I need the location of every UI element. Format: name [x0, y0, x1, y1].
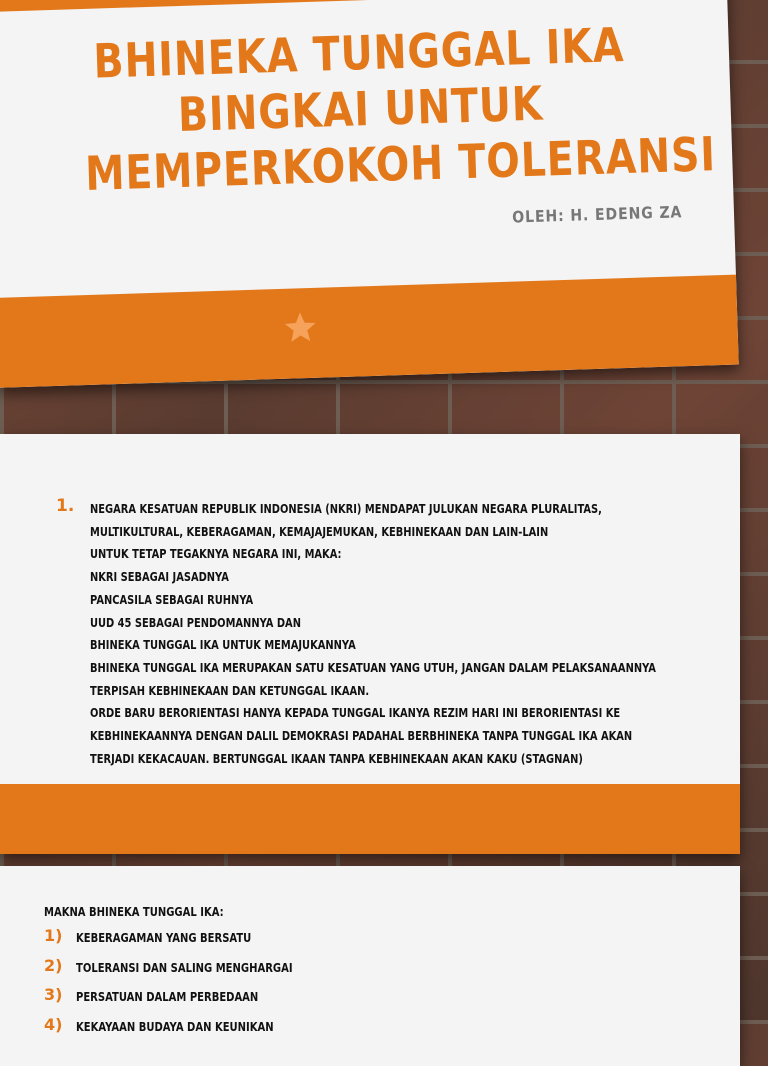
title-line: BINGKAI UNTUK — [177, 76, 545, 144]
text-line: TERPISAH KEBHINEKAAN DAN KETUNGGAL IKAAN. — [90, 682, 370, 698]
title-line: BHINEKA TUNGGAL IKA — [92, 18, 625, 90]
slide-title — [81, 18, 717, 203]
star-icon — [283, 310, 318, 345]
list-item — [44, 926, 704, 956]
list-item — [44, 985, 704, 1015]
list-text: KEBERAGAMAN YANG BERSATU — [76, 930, 252, 945]
text-line: NEGARA KESATUAN REPUBLIK INDONESIA (NKRI) MENDAPAT JULUKAN NEGARA PLURALITAS, — [90, 501, 602, 516]
author-subtitle: OLEH: H. EDENG ZA — [511, 202, 683, 227]
text-line: PANCASILA SEBAGAI RUHNYA — [90, 591, 254, 607]
makna-heading: MAKNA BHINEKA TUNGGAL IKA: — [44, 904, 224, 919]
top-accent-strip — [0, 0, 727, 12]
list-item — [44, 956, 704, 986]
title-slide — [0, 0, 739, 388]
text-line: ORDE BARU BERORIENTASI HANYA KEPADA TUNGGAL IKANYA REZIM HARI INI BERORIENTASI KE — [90, 705, 621, 721]
list-number: 3) — [44, 985, 63, 1004]
text-line: NKRI SEBAGAI JASADNYA — [90, 569, 229, 585]
list-text: PERSATUAN DALAM PERBEDAAN — [76, 989, 259, 1004]
list-number: 1) — [44, 926, 63, 945]
title-line: MEMPERKOKOH TOLERANSI — [84, 127, 717, 202]
list-number: 2) — [44, 955, 63, 975]
text-line: KEBHINEKAANNYA DENGAN DALIL DEMOKRASI PADAHAL BERBHINEKA TANPA TUNGGAL IKA AKAN — [90, 728, 633, 744]
text-line: BHINEKA TUNGGAL IKA UNTUK MEMAJUKANNYA — [90, 637, 356, 653]
bottom-accent-band — [0, 784, 740, 854]
makna-list — [44, 926, 704, 1044]
list-text: KEKAYAAN BUDAYA DAN KEUNIKAN — [76, 1018, 274, 1034]
text-line: UNTUK TETAP TEGAKNYA NEGARA INI, MAKA: — [90, 546, 342, 562]
content-slide — [0, 434, 740, 854]
text-line: UUD 45 SEBAGAI PENDOMANNYA DAN — [90, 614, 301, 630]
text-line: BHINEKA TUNGGAL IKA MERUPAKAN SATU KESATUAN YANG UTUH, JANGAN DALAM PELAKSANAANNYA — [90, 659, 656, 675]
item-text — [90, 498, 740, 770]
makna-slide — [0, 866, 740, 1066]
text-line: TERJADI KEKACAUAN. BERTUNGGAL IKAAN TANPA KEBHINEKAAN AKAN KAKU (STAGNAN) — [90, 750, 583, 766]
list-item — [44, 1015, 704, 1045]
list-text: TOLERANSI DAN SALING MENGHARGAI — [76, 959, 293, 975]
item-number: 1. — [56, 496, 75, 516]
bottom-accent-band — [0, 275, 739, 388]
text-line: MULTIKULTURAL, KEBERAGAMAN, KEMAJAJEMUKAN, KEBHINEKAAN DAN LAIN-LAIN — [90, 523, 549, 539]
list-number: 4) — [44, 1014, 63, 1034]
